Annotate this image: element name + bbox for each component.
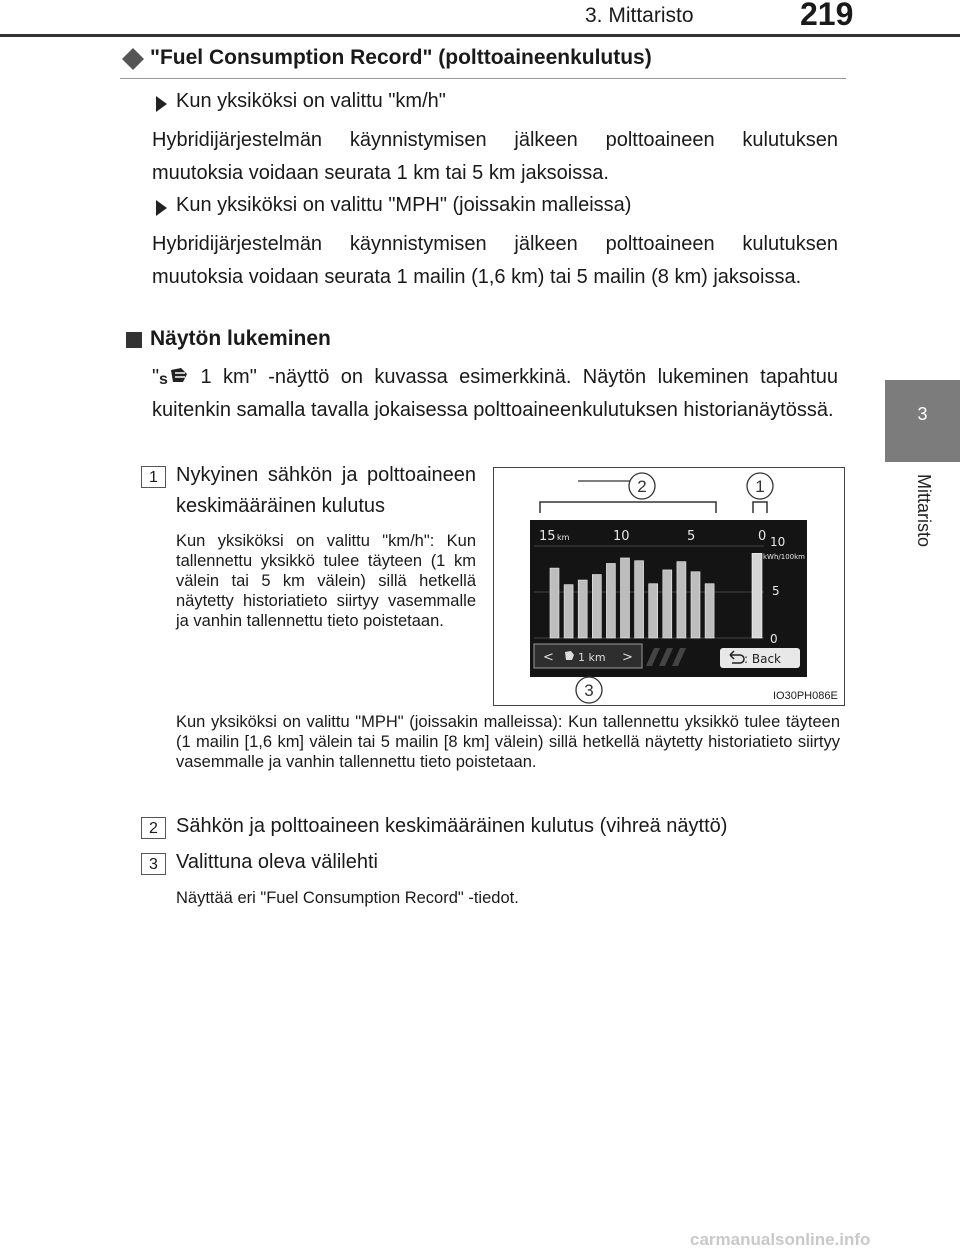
svg-text:s: s (159, 371, 169, 386)
y-tick-0: 0 (770, 632, 778, 646)
item-number-2: 2 (141, 817, 166, 839)
header-rule (0, 34, 960, 37)
item-1-title: Nykyinen sähkön ja polttoaineen keskimääräinen kulutus (176, 464, 476, 517)
history-bar-7 (635, 561, 644, 638)
diamond-bullet-icon (122, 48, 144, 70)
y-tick-10: 10 (770, 535, 786, 549)
mph-heading: Kun yksiköksi on valittu "MPH" (joissakin malleissa) (176, 194, 632, 216)
callout-1-label: 1 (755, 477, 765, 496)
watermark: carmanualsonline.info (690, 1230, 871, 1249)
item-number-1: 1 (141, 466, 166, 488)
x-tick-0: 0 (758, 529, 767, 544)
chapter-tab-label: Mittaristo (885, 464, 960, 614)
bracket-1 (753, 502, 767, 513)
history-bar-11 (691, 572, 700, 638)
x-tick-km: km (557, 533, 570, 542)
mph-text: Hybridijärjestelmän käynnistymisen jälkeen polttoaineen kulutuksen muutoksia voidaan seurata 1 mailin (1,6 km) tai 5 mailin (8 km) jaksoissa. (152, 233, 838, 288)
figure-display (493, 467, 845, 706)
back-label: : Back (744, 652, 781, 666)
triangle-bullet-icon (156, 200, 167, 216)
history-bar-5 (606, 563, 615, 638)
section-title: "Fuel Consumption Record" (polttoaineenkulutus) (150, 46, 652, 69)
kmh-heading: Kun yksiköksi on valittu "km/h" (176, 90, 446, 112)
x-tick-15: 15 (539, 529, 556, 544)
chapter-tab[interactable] (885, 380, 960, 462)
history-bar-4 (592, 575, 601, 638)
tab-label: 1 km (578, 651, 606, 664)
reading-text: " s 1 km" -näyttö on kuvassa esimerkkinä. Näytön lukeminen tapahtuu kuitenkin samalla tavalla jokaisessa polttoaineenkulutuksen historianäytössä. (152, 366, 838, 421)
item-3-note: Näyttää eri "Fuel Consumption Record" -tiedot. (176, 889, 519, 907)
bracket-2 (540, 502, 716, 513)
triangle-bullet-icon (156, 96, 167, 112)
figure-code: IO30PH086E (773, 690, 838, 702)
consumption-display-svg (494, 468, 844, 705)
history-bar-1 (550, 568, 559, 638)
x-tick-10: 10 (613, 529, 630, 544)
callout-2-label: 2 (637, 477, 647, 496)
callout-3-label: 3 (584, 681, 594, 700)
item-1-note-mph: Kun yksiköksi on valittu "MPH" (joissakin malleissa): Kun tallennettu yksikkö tulee täyteen (1 mailin [1,6 km] välein tai 5 mailin [8 km] välein) sillä hetkellä näytetty historiatieto siirtyy vasemmalle ja vanhin tallennettu tieto poistetaan. (176, 713, 840, 771)
history-bar-6 (621, 558, 630, 638)
item-number-3: 3 (141, 853, 166, 875)
chevron-right-icon[interactable]: > (622, 650, 633, 665)
current-bar (752, 553, 762, 638)
history-bar-8 (649, 584, 658, 638)
history-bar-9 (663, 570, 672, 638)
history-bar-2 (564, 585, 573, 638)
reading-heading: Näytön lukeminen (150, 327, 331, 350)
history-bar-10 (677, 562, 686, 638)
kmh-text: Hybridijärjestelmän käynnistymisen jälkeen polttoaineen kulutuksen muutoksia voidaan seurata 1 km tai 5 km jaksoissa. (152, 129, 838, 184)
item-2-title: Sähkön ja polttoaineen keskimääräinen kulutus (vihreä näyttö) (176, 815, 728, 837)
y-tick-5: 5 (772, 584, 780, 598)
square-bullet-icon (126, 332, 142, 348)
history-bar-3 (578, 580, 587, 638)
fuel-electric-icon (159, 366, 189, 386)
page-number: 219 (800, 0, 854, 32)
x-tick-5: 5 (687, 529, 696, 544)
item-1-note-kmh: Kun yksiköksi on valittu "km/h": Kun tallennettu yksikkö tulee täyteen (1 km välein tai 5 km välein) sillä hetkellä näytetty historiatieto siirtyy vasemmalle ja vanhin tallennettu tieto poistetaan. (176, 532, 476, 630)
chapter-tab-number: 3 (917, 404, 928, 424)
history-bar-12 (705, 584, 714, 638)
section-rule (120, 78, 846, 79)
unit-label: kWh/100km (763, 553, 806, 561)
item-3-title: Valittuna oleva välilehti (176, 851, 378, 873)
running-header-chapter: 3. Mittaristo (585, 4, 694, 27)
chevron-left-icon[interactable]: < (543, 650, 554, 665)
